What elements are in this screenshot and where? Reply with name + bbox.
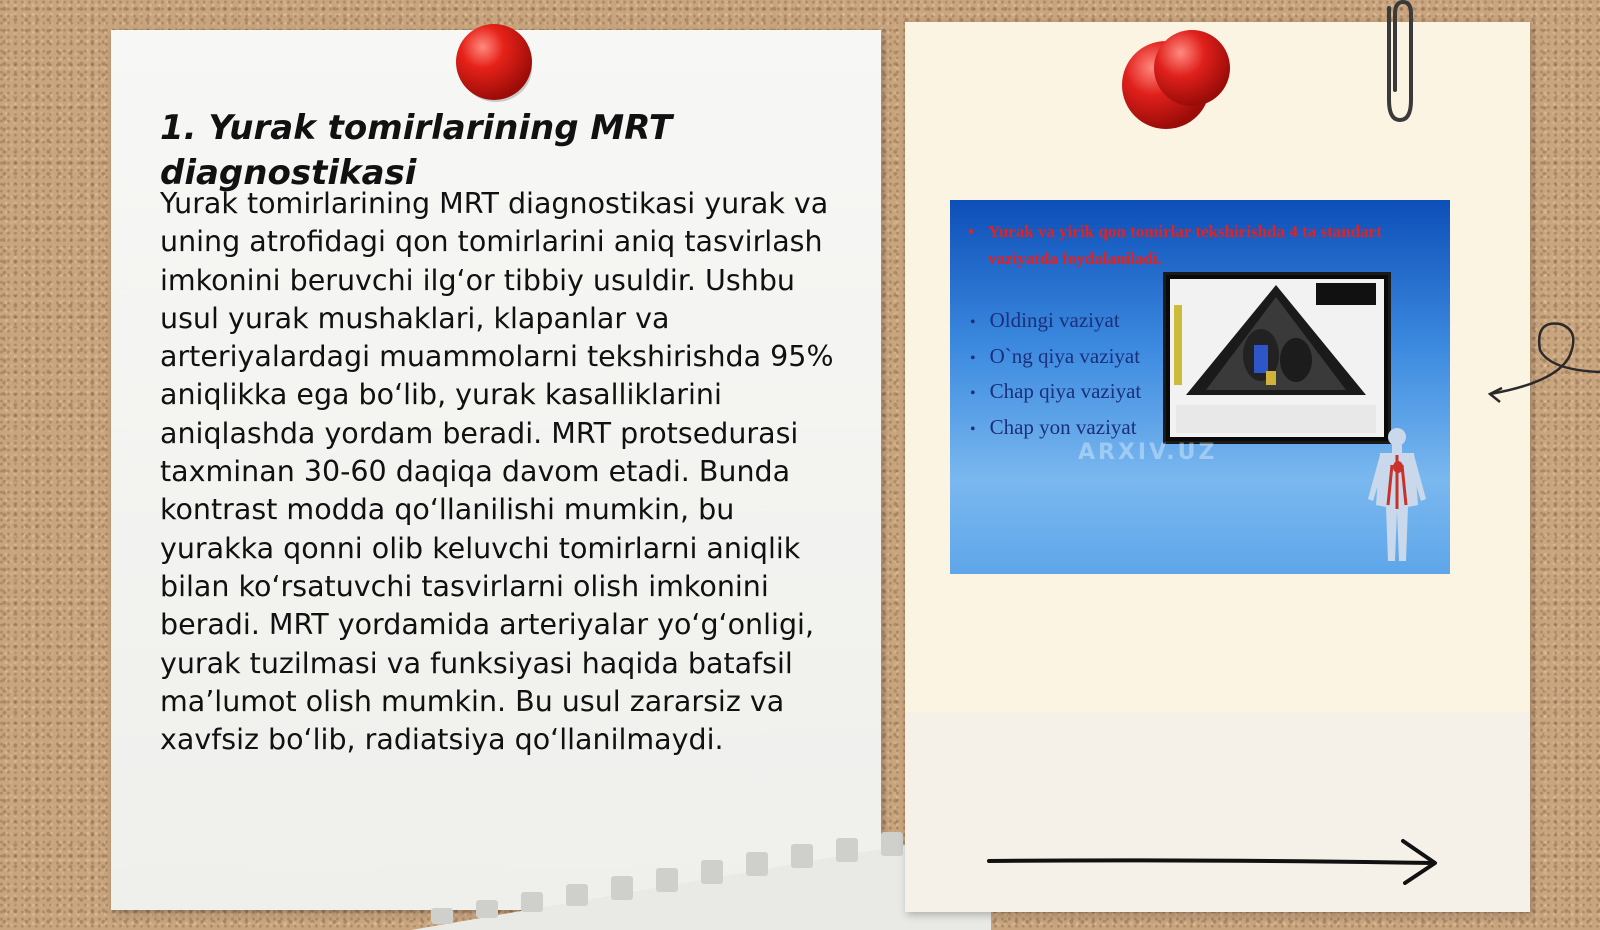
torn-paper-edge xyxy=(411,830,991,930)
slide-position-list xyxy=(970,304,1141,446)
list-item: • O`ng qiya vaziyat xyxy=(970,340,1141,376)
red-pushpin-icon xyxy=(1120,30,1240,134)
list-item: • Chap yon vaziyat xyxy=(970,411,1141,447)
human-anatomy-figure xyxy=(1362,425,1432,565)
list-item: • Chap qiya vaziyat xyxy=(970,375,1141,411)
slide-heading: • Yurak va yirik qon tomirlar tekshirishda 4 ta standart vaziyatda foydalaniladi. xyxy=(968,222,1382,268)
red-pushpin-icon xyxy=(452,20,536,104)
arrow-right-icon xyxy=(985,835,1445,885)
curly-arrow-icon xyxy=(1480,310,1600,410)
body-paragraph: Yurak tomirlarining MRT diagnostikasi yurak va uning atrofidagi qon tomirlarini aniq tasvirlash imkonini beruvchi ilg‘or tibbiy usuldir. Ushbu usul yurak mushaklari, klapanlar va arteriyalardagi muammolarni tekshirishda 95% aniqlikka ega bo‘lib, yurak kasalliklarini aniqlashda yordam beradi. MRT protsedurasi taxminan 30-60 daqiqa davom etadi. Bunda kontrast modda qo‘llanilishi mumkin, bu yurakka qonni olib keluvchi tomirlarni aniqlik bilan ko‘rsatuvchi tasvirlarni olish imkonini beradi. MRT yordamida arteriyalar yo‘g‘onligi, yurak tuzilmasi va funksiyasi haqida batafsil ma’lumot olish mumkin. Bu usul zararsiz va xavfsiz bo‘lib, radiatsiya qo‘llanilmaydi. xyxy=(160,187,834,757)
slide-heading-text: Yurak va yirik qon tomirlar tekshirishda 4 ta standart vaziyatda foydalaniladi. xyxy=(988,222,1382,268)
echocardiogram-image xyxy=(1163,272,1391,444)
medical-slide-image xyxy=(950,200,1450,574)
page-title: 1. Yurak tomirlarining MRT diagnostikasi xyxy=(160,108,673,193)
list-item: • Oldingi vaziyat xyxy=(970,304,1141,340)
paperclip-icon xyxy=(1375,0,1425,130)
slide-watermark: ARXIV.UZ xyxy=(1078,440,1218,465)
